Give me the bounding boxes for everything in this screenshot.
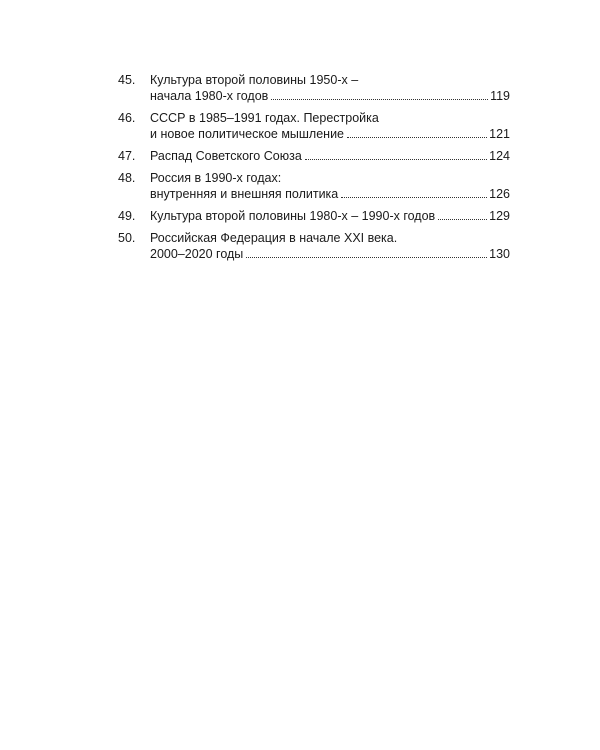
toc-entry-47[interactable] (118, 148, 510, 164)
entry-number: 48. (118, 171, 136, 185)
entry-body (150, 230, 510, 262)
entry-title-line: Россия в 1990-х годах: (150, 171, 282, 185)
entry-number: 46. (118, 111, 136, 125)
entry-last-line (150, 186, 510, 202)
entry-title-line: внутренняя и внешняя политика (150, 187, 339, 201)
dot-leader (438, 218, 487, 220)
dot-leader (271, 98, 488, 100)
toc-entry-48[interactable] (118, 170, 510, 202)
toc-entry-49[interactable] (118, 208, 510, 224)
entry-body (150, 208, 510, 224)
entry-last-line (150, 126, 510, 142)
dot-leader (341, 196, 487, 198)
page-number: 130 (489, 247, 510, 261)
entry-title-line: 2000–2020 годы (150, 247, 244, 261)
page-number: 121 (489, 127, 510, 141)
entry-title-line: Российская Федерация в начале XXI века. (150, 231, 398, 245)
entry-number: 47. (118, 149, 136, 163)
entry-title-line: Распад Советского Союза (150, 149, 302, 163)
entry-number: 49. (118, 209, 136, 223)
entry-number: 50. (118, 231, 136, 245)
dot-leader (246, 256, 487, 258)
entry-body (150, 72, 510, 104)
entry-last-line (150, 148, 510, 164)
entry-last-line (150, 208, 510, 224)
page-number: 126 (489, 187, 510, 201)
toc-entry-50[interactable] (118, 230, 510, 262)
toc-entry-45[interactable] (118, 72, 510, 104)
table-of-contents (118, 72, 510, 268)
entry-title-line: начала 1980-х годов (150, 89, 269, 103)
entry-body (150, 148, 510, 164)
entry-title-line: СССР в 1985–1991 годах. Перестройка (150, 111, 379, 125)
entry-body (150, 110, 510, 142)
dot-leader (347, 136, 487, 138)
entry-number: 45. (118, 73, 136, 87)
entry-body (150, 170, 510, 202)
page-number: 119 (490, 89, 510, 103)
entry-title-line: Культура второй половины 1950-х – (150, 73, 359, 87)
toc-entry-46[interactable] (118, 110, 510, 142)
entry-title-line: Культура второй половины 1980-х – 1990-х годов (150, 209, 436, 223)
page-number: 124 (489, 149, 510, 163)
page-number: 129 (489, 209, 510, 223)
entry-title-line: и новое политическое мышление (150, 127, 345, 141)
dot-leader (305, 158, 487, 160)
entry-last-line (150, 88, 510, 104)
entry-last-line (150, 246, 510, 262)
